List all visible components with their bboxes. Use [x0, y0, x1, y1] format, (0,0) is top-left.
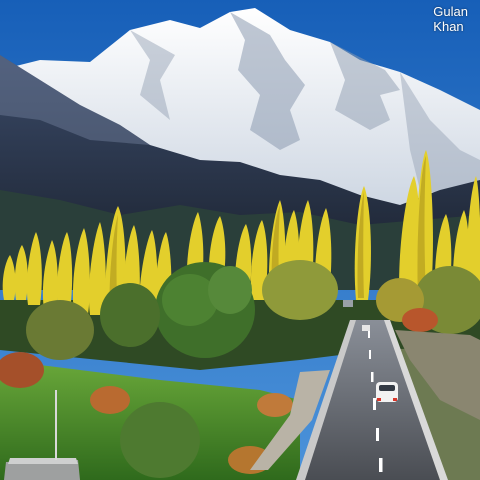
- car: [376, 382, 398, 402]
- watermark: Gulan Khan: [433, 4, 468, 34]
